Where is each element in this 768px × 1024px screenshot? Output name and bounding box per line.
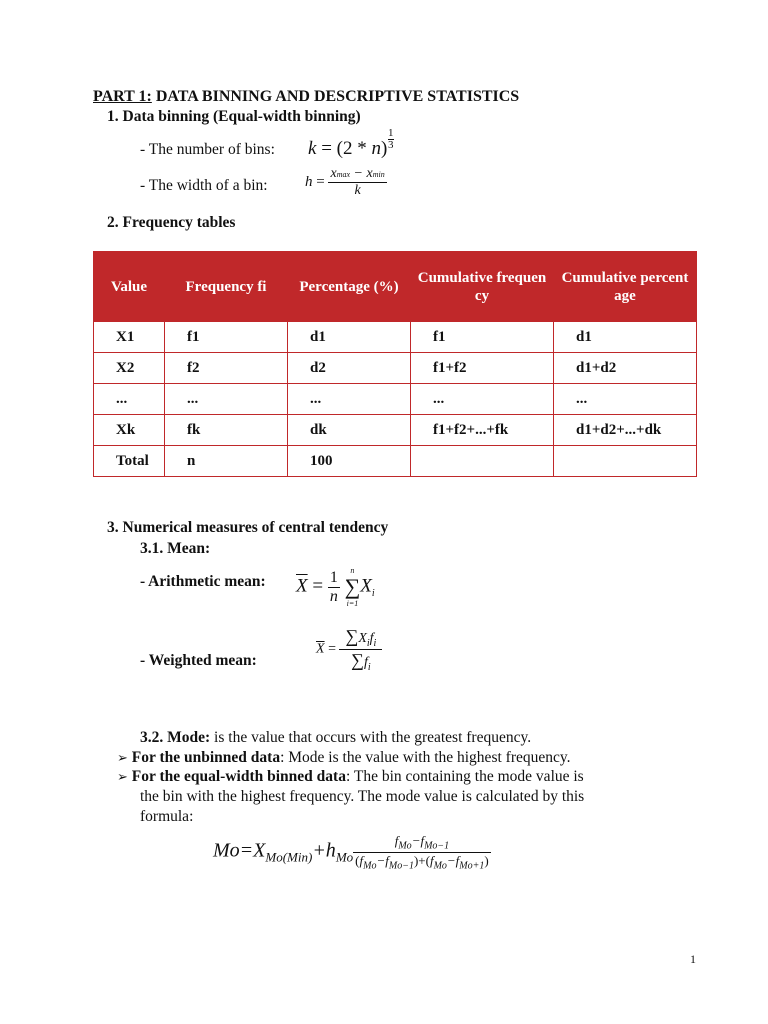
table-cell	[554, 446, 697, 477]
section-1-title: 1. Data binning (Equal-width binning)	[107, 108, 361, 125]
header-cumulative-percentage: Cumulative percentage	[554, 252, 697, 322]
table-cell: d1+d2	[554, 353, 697, 384]
table-cell: Total	[94, 446, 165, 477]
section-2-title: 2. Frequency tables	[107, 214, 236, 231]
table-cell: f1	[411, 322, 554, 353]
part-title: DATA BINNING AND DESCRIPTIVE STATISTICS	[151, 88, 520, 105]
table-cell: dk	[288, 415, 411, 446]
table-cell: ...	[165, 384, 288, 415]
page-title	[93, 88, 519, 106]
table-cell: X2	[94, 353, 165, 384]
arrow-bullet-icon: ➢	[117, 751, 128, 766]
mode-definition: 3.2. Mode: is the value that occurs with the greatest frequency.	[140, 729, 532, 746]
table-row	[94, 384, 697, 415]
bins-label: - The number of bins:	[140, 141, 275, 158]
table-row	[94, 353, 697, 384]
arithmetic-mean-formula: $\overline{X}$ = $\frac{1}{n}$ n ∑ i=1 $X_i$	[296, 566, 375, 608]
table-cell: ...	[94, 384, 165, 415]
bins-formula: k = (2 * n)	[308, 138, 388, 159]
table-cell: Xk	[94, 415, 165, 446]
bullet-binned-line-3: formula:	[140, 808, 194, 825]
table-cell: f1+f2	[411, 353, 554, 384]
table-cell: d1	[554, 322, 697, 353]
table-cell: d2	[288, 353, 411, 384]
table-cell: d1	[288, 322, 411, 353]
arithmetic-mean-label: - Arithmetic mean:	[140, 573, 266, 590]
header-cumulative-frequency: Cumulative frequency	[411, 252, 554, 322]
bullet-binned: ➢ For the equal-width binned data: The bin containing the mode value is	[117, 768, 584, 785]
table-row	[94, 446, 697, 477]
table-cell: 100	[288, 446, 411, 477]
section-3-title: 3. Numerical measures of central tendency	[107, 519, 389, 536]
part-label: PART 1:	[93, 88, 152, 105]
table-row	[94, 415, 697, 446]
table-cell: ...	[411, 384, 554, 415]
table-cell: ...	[288, 384, 411, 415]
table-cell: f2	[165, 353, 288, 384]
frequency-table	[93, 251, 697, 477]
weighted-mean-label: - Weighted mean:	[140, 652, 257, 669]
header-value: Value	[94, 252, 165, 322]
header-frequency: Frequency fi	[165, 252, 288, 322]
table-row	[94, 322, 697, 353]
table-cell: n	[165, 446, 288, 477]
table-cell	[411, 446, 554, 477]
table-cell: f1+f2+...+fk	[411, 415, 554, 446]
width-formula: h = $\frac{xmax - xmin}{k}$	[305, 166, 385, 198]
table-header-row	[94, 252, 697, 322]
table-cell: f1	[165, 322, 288, 353]
table-cell: ...	[554, 384, 697, 415]
mean-title: 3.1. Mean:	[140, 540, 211, 557]
bullet-binned-line-2: the bin with the highest frequency. The mode value is calculated by this	[140, 788, 585, 805]
bins-exponent: 1 3	[388, 127, 394, 151]
width-label: - The width of a bin:	[140, 177, 268, 194]
header-percentage: Percentage (%)	[288, 252, 411, 322]
weighted-mean-formula: $\overline{X}$ = $\frac{\sum X_if_i}{\sum f_i}$	[316, 626, 382, 673]
bullet-unbinned: ➢ For the unbinned data: Mode is the value with the highest frequency.	[117, 749, 571, 766]
table-cell: fk	[165, 415, 288, 446]
table-cell: X1	[94, 322, 165, 353]
page-number: 1	[690, 952, 696, 966]
arrow-bullet-icon: ➢	[117, 770, 128, 785]
mode-formula: $Mo=X_{Mo(Min)}+h_{Mo}$ $\frac{f_{Mo}-f_{Mo-1}}{(f_{Mo}-f_{Mo-1})+(f_{Mo}-f_{Mo+1})}$	[213, 833, 489, 872]
table-cell: d1+d2+...+dk	[554, 415, 697, 446]
